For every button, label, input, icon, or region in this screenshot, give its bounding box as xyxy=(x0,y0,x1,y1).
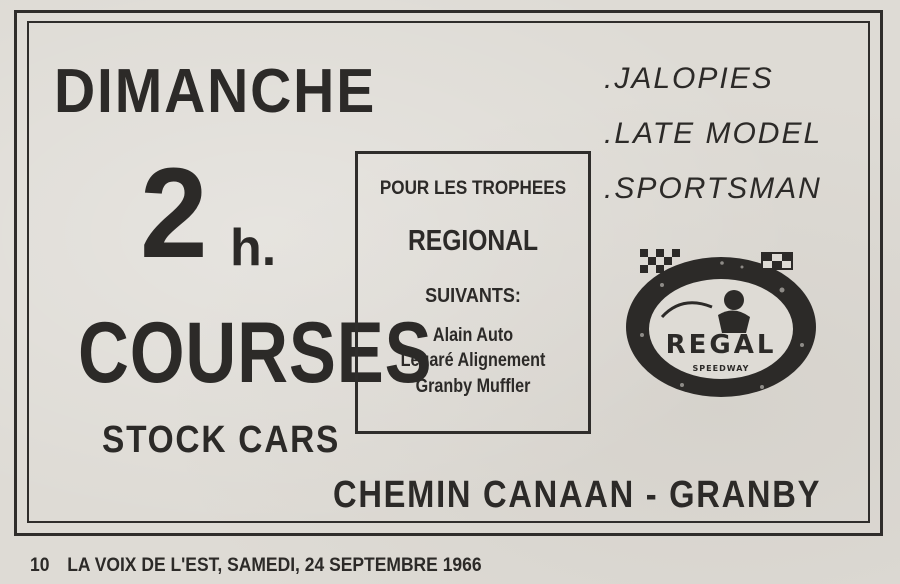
footer-text: LA VOIX DE L'EST, SAMEDI, 24 SEPTEMBRE 1966 xyxy=(67,555,482,576)
location-text: CHEMIN CANAAN - GRANBY xyxy=(333,474,822,516)
svg-text:SPEEDWAY: SPEEDWAY xyxy=(692,364,750,373)
hour-number: 2 xyxy=(140,142,208,285)
trophy-suivants: SUIVANTS: xyxy=(425,285,521,307)
category-item: .JALOPIES xyxy=(604,62,774,95)
trophy-box xyxy=(355,151,591,434)
trophy-intro: POUR LES TROPHEES xyxy=(379,178,567,199)
sponsor-item: Alain Auto xyxy=(432,325,514,346)
sponsor-item: Légaré Alignement xyxy=(400,350,546,371)
category-item: .LATE MODEL xyxy=(604,117,823,150)
sponsor-item: Granby Muffler xyxy=(415,376,531,397)
category-item: .SPORTSMAN xyxy=(604,172,822,205)
speedway-logo-icon xyxy=(622,245,820,400)
page-number: 10 xyxy=(30,555,50,576)
page-footer xyxy=(30,555,482,577)
svg-text:REGAL: REGAL xyxy=(665,330,777,360)
hour-unit: h. xyxy=(230,219,277,277)
day-heading: DIMANCHE xyxy=(54,57,377,126)
trophy-title: REGIONAL xyxy=(407,225,539,257)
event-type: STOCK CARS xyxy=(102,419,341,461)
flag-icon xyxy=(762,253,792,269)
event-heading: COURSES xyxy=(78,305,433,401)
